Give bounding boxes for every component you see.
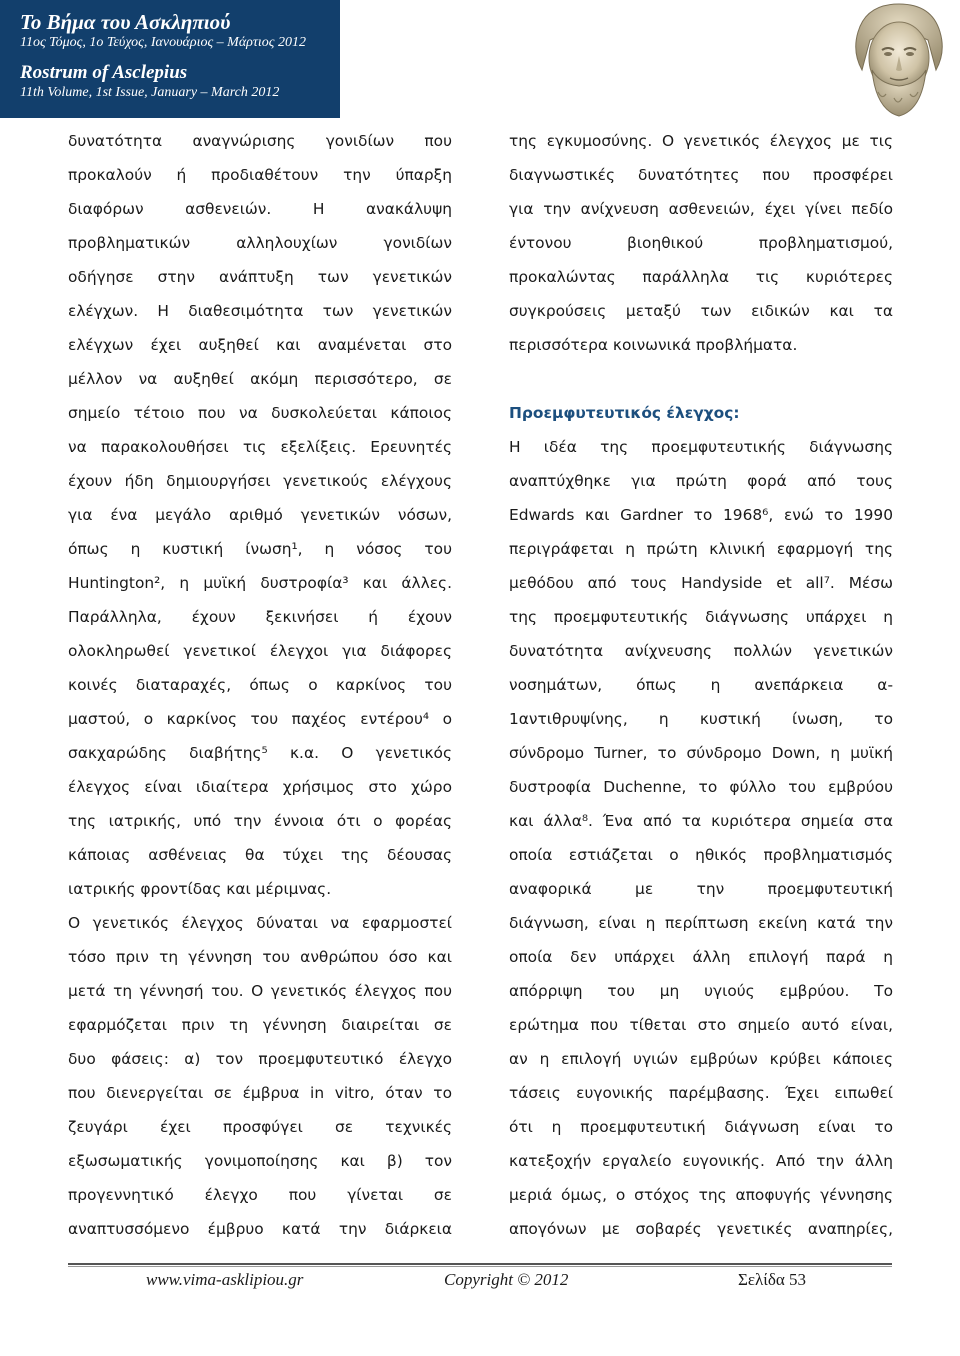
text-line: της ιατρικής, υπό την έννοια ότι ο φορέας [68,812,452,830]
text-line: μεριά όμως, ο στόχος της αποφυγής γέννησης [509,1186,893,1204]
text-line: ελέγχων. Η διαθεσιμότητα των γενετικών [68,302,452,320]
text-line: για την ανίχνευση ασθενειών, έχει γίνει πεδίο [509,200,893,218]
right-text-column [509,124,893,1246]
text-line: να παρακολουθήσει τις εξελίξεις. Ερευνητές [68,438,452,456]
text-line: μεθόδου από τους Handyside et all⁷. Μέσω [509,574,893,592]
text-line: τόσο πριν τη γέννηση του ανθρώπου όσο και [68,948,452,966]
text-line: τάσεις ευγονικής παρέμβασης. Έχει ειπωθεί [509,1084,893,1102]
text-line: για ένα μεγάλο αριθμό γενετικών νόσων, [68,506,452,524]
text-line: και άλλα⁸. Ένα από τα κυριότερα σημεία στα [509,812,893,830]
text-line: της προεμφυτευτικής διάγνωσης υπάρχει η [509,608,893,626]
text-line: ελέγχων έχει αυξηθεί και αναμένεται στο [68,336,452,354]
header-spacer [340,0,835,118]
text-line: έχουν ήδη δημιουργήσει γενετικούς ελέγχους [68,472,452,490]
text-line: δυστροφία Duchenne, το φύλλο του εμβρύου [509,778,893,796]
text-line: οδήγησε στην ανάπτυξη των γενετικών [68,268,452,286]
text-line: δυνατότητα ανίχνευσης πολλών γενετικών [509,642,893,660]
left-text-column [68,124,452,1246]
text-line: μαστού, ο καρκίνος του παχέος εντέρου⁴ ο [68,710,452,728]
text-line: απόρριψη του μη υγιούς εμβρύου. Το [509,982,893,1000]
text-line: ιατρικής φροντίδας και μέριμνας. [68,880,332,898]
text-line: απογόνων με σοβαρές γενετικές αναπηρίες, [509,1220,893,1238]
footer-url-link[interactable]: www.vima-asklipiou.gr [146,1270,304,1289]
text-line: όπως η κυστική ίνωση¹, η νόσος του [68,540,452,558]
text-line: κάποιας ασθένειας θα τύχει της δέουσας [68,846,452,864]
issue-info-greek: 11ος Τόμος, 1ο Τεύχος, Ιανουάριος – Μάρτιος 2012 [20,35,306,50]
text-line: προκαλούν ή προδιαθέτουν την ύπαρξη [68,166,452,184]
footer-page-number: Σελίδα 53 [738,1270,807,1289]
text-line: εφαρμόζεται πριν τη γέννηση διαιρείται σε [68,1016,452,1034]
section-heading: Προεμφυτευτικός έλεγχος: [509,404,740,422]
text-line: Ο γενετικός έλεγχος δύναται να εφαρμοστεί [68,914,452,932]
text-line: προβληματικών αλληλουχίων γονιδίων [68,234,452,252]
text-line: συγκρούσεις μεταξύ των ειδικών και τα [509,302,893,320]
text-line: προγεννητικό έλεγχο που γίνεται σε [68,1186,452,1204]
text-line: έντονου βιοηθικού προβληματισμού, [509,234,893,252]
text-line: δυνατότητα αναγνώρισης γονιδίων που [68,132,452,150]
text-line: σακχαρώδης διαβήτης⁵ κ.α. Ο γενετικός [68,744,452,762]
text-line: δυο φάσεις: α) τον προεμφυτευτικό έλεγχο [68,1050,452,1068]
page-header [0,0,960,118]
text-line: αναπτυσσόμενο έμβρυο κατά την διάρκεια [68,1220,452,1238]
text-line: περισσότερα κοινωνικά προβλήματα. [509,336,798,354]
text-line: ότι η προεμφυτευτική διάγνωση είναι το [509,1118,893,1136]
footer-copyright: Copyright © 2012 [444,1270,569,1289]
text-line: αναφορικά με την προεμφυτευτική [509,880,893,898]
text-line: μετά τη γέννησή του. Ο γενετικός έλεγχος που [68,982,452,1000]
text-line: οποία δεν υπάρχει άλλη επιλογή παρά η [509,948,893,966]
text-line: κατεξοχήν εργαλείο ευγονικής. Από την άλλη [509,1152,893,1170]
text-line: οποία εστιάζεται ο ηθικός προβληματισμός [509,846,893,864]
issue-info-english: 11th Volume, 1st Issue, January – March 2012 [20,85,280,100]
text-line: αναπτύχθηκε για πρώτη φορά από τους [509,472,893,490]
text-line: εξωσωματικής γονιμοποίησης και β) τον [68,1152,452,1170]
text-line: κοινές διαταραχές, όπως ο καρκίνος του [68,676,452,694]
journal-header-band [0,0,340,118]
text-line: ερώτημα που τίθεται στο σημείο αυτό είναι, [509,1016,893,1034]
text-line: νοσημάτων, όπως η ανεπάρκεια α- [509,676,893,694]
journal-title-greek: Το Βήμα του Ασκληπιού [20,10,231,34]
text-line: ζευγάρι έχει προσφύγει σε τεχνικές [68,1118,452,1136]
text-line: Παράλληλα, έχουν ξεκινήσει ή έχουν [68,608,452,626]
text-line: σύνδρομο Turner, το σύνδρομο Down, η μυϊκή [509,744,893,762]
text-line: διάγνωση, είναι η περίπτωση εκείνη κατά την [509,914,893,932]
text-line: σημείο τέτοιο που να δυσκολεύεται κάποιος [68,404,452,422]
text-line: Edwards και Gardner το 1968⁶, ενώ το 1990 [509,506,893,524]
asclepius-bust-icon [838,0,960,118]
text-line: 1αντιθρυψίνης, η κυστική ίνωση, το [509,710,893,728]
text-line: διαγνωστικές δυνατότητες που προσφέρει [509,166,893,184]
text-line: Huntington², η μυϊκή δυστροφία³ και άλλες. [68,574,452,592]
text-line: προκαλώντας παράλληλα τις κυριότερες [509,268,893,286]
text-line: αν η επιλογή υγιών εμβρύων κρύβει κάποιες [509,1050,893,1068]
text-line: μέλλον να αυξηθεί ακόμη περισσότερο, σε [68,370,452,388]
footer-divider [68,1263,892,1265]
text-line: της εγκυμοσύνης. Ο γενετικός έλεγχος με τις [509,132,893,150]
text-line: έλεγχος είναι ιδιαίτερα χρήσιμος στο χώρο [68,778,452,796]
text-line: που διενεργείται σε έμβρυα in vitro, όταν το [68,1084,452,1102]
text-line: διαφόρων ασθενειών. Η ανακάλυψη [68,200,452,218]
text-line: Η ιδέα της προεμφυτευτικής διάγνωσης [509,438,893,456]
text-line: περιγράφεται η πρώτη κλινική εφαρμογή της [509,540,893,558]
journal-title-english: Rostrum of Asclepius [20,62,188,83]
footer-divider-thin [68,1266,892,1267]
text-line: ολοκληρωθεί γενετικοί έλεγχοι για διάφορες [68,642,452,660]
